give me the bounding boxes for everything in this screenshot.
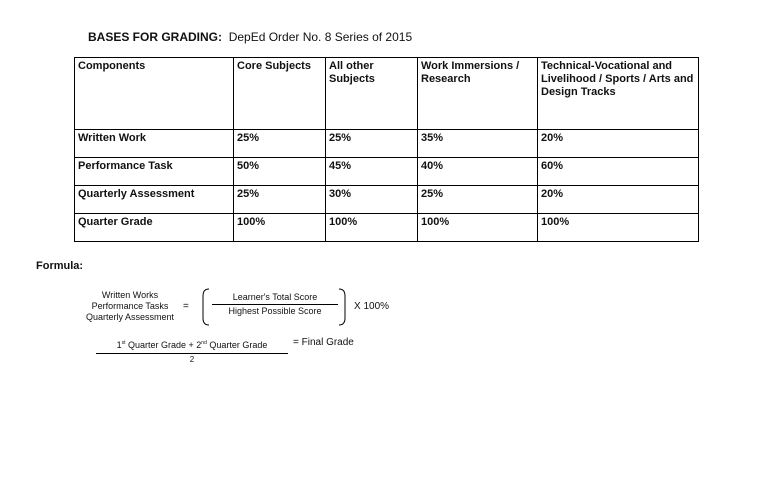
table-cell: 100% bbox=[418, 214, 538, 242]
table-cell: Quarterly Assessment bbox=[75, 186, 234, 214]
page-heading bbox=[88, 30, 412, 44]
table-row bbox=[75, 130, 699, 158]
table-cell: 25% bbox=[234, 186, 326, 214]
table-cell: 25% bbox=[418, 186, 538, 214]
table-cell: 20% bbox=[538, 130, 699, 158]
formula-written-works: Written Works bbox=[101, 290, 159, 300]
header-work-immersions: Work Immersions / Research bbox=[418, 58, 538, 130]
final-grade-numerator bbox=[96, 340, 288, 350]
formula-numerator: Learner's Total Score bbox=[232, 292, 318, 302]
table-cell: 45% bbox=[326, 158, 418, 186]
formula-components bbox=[70, 290, 190, 323]
table-cell: Quarter Grade bbox=[75, 214, 234, 242]
formula-performance-tasks: Performance Tasks bbox=[91, 301, 169, 311]
formula-equals: = bbox=[183, 301, 189, 312]
fraction-bar bbox=[212, 304, 338, 305]
heading-subtitle: DepEd Order No. 8 Series of 2015 bbox=[228, 30, 413, 44]
header-tvl-tracks: Technical-Vocational and Livelihood / Sports / Arts and Design Tracks bbox=[538, 58, 699, 130]
table-cell: 50% bbox=[234, 158, 326, 186]
heading-title: BASES FOR GRADING: bbox=[88, 30, 223, 44]
ordinal-superscript: st bbox=[121, 340, 126, 346]
table-cell: 60% bbox=[538, 158, 699, 186]
table-row bbox=[75, 214, 699, 242]
table-cell: 100% bbox=[234, 214, 326, 242]
header-core-subjects: Core Subjects bbox=[234, 58, 326, 130]
formula-denominator: Highest Possible Score bbox=[228, 306, 322, 316]
grading-table bbox=[74, 57, 699, 242]
table-cell: 20% bbox=[538, 186, 699, 214]
numerator-part: 1 bbox=[116, 340, 122, 350]
table-cell: Performance Task bbox=[75, 158, 234, 186]
formula-quarterly-assessment: Quarterly Assessment bbox=[85, 312, 175, 322]
final-grade-denominator: 2 bbox=[189, 355, 195, 364]
table-cell: 100% bbox=[538, 214, 699, 242]
table-cell: 35% bbox=[418, 130, 538, 158]
table-cell: 25% bbox=[234, 130, 326, 158]
table-row bbox=[75, 186, 699, 214]
formula-multiplier: X 100% bbox=[354, 301, 390, 312]
header-components: Components bbox=[75, 58, 234, 130]
final-fraction-bar bbox=[96, 353, 288, 354]
table-cell: 40% bbox=[418, 158, 538, 186]
ordinal-superscript: nd bbox=[201, 340, 207, 346]
table-header-row bbox=[75, 58, 699, 130]
final-grade-result: = Final Grade bbox=[293, 337, 354, 348]
numerator-part: Quarter Grade + 2 bbox=[125, 340, 202, 350]
numerator-part: Quarter Grade bbox=[206, 340, 268, 350]
formula-label: Formula: bbox=[36, 260, 84, 272]
table-cell: Written Work bbox=[75, 130, 234, 158]
table-cell: 30% bbox=[326, 186, 418, 214]
header-all-other-subjects: All other Subjects bbox=[326, 58, 418, 130]
table-cell: 100% bbox=[326, 214, 418, 242]
table-row bbox=[75, 158, 699, 186]
table-cell: 25% bbox=[326, 130, 418, 158]
